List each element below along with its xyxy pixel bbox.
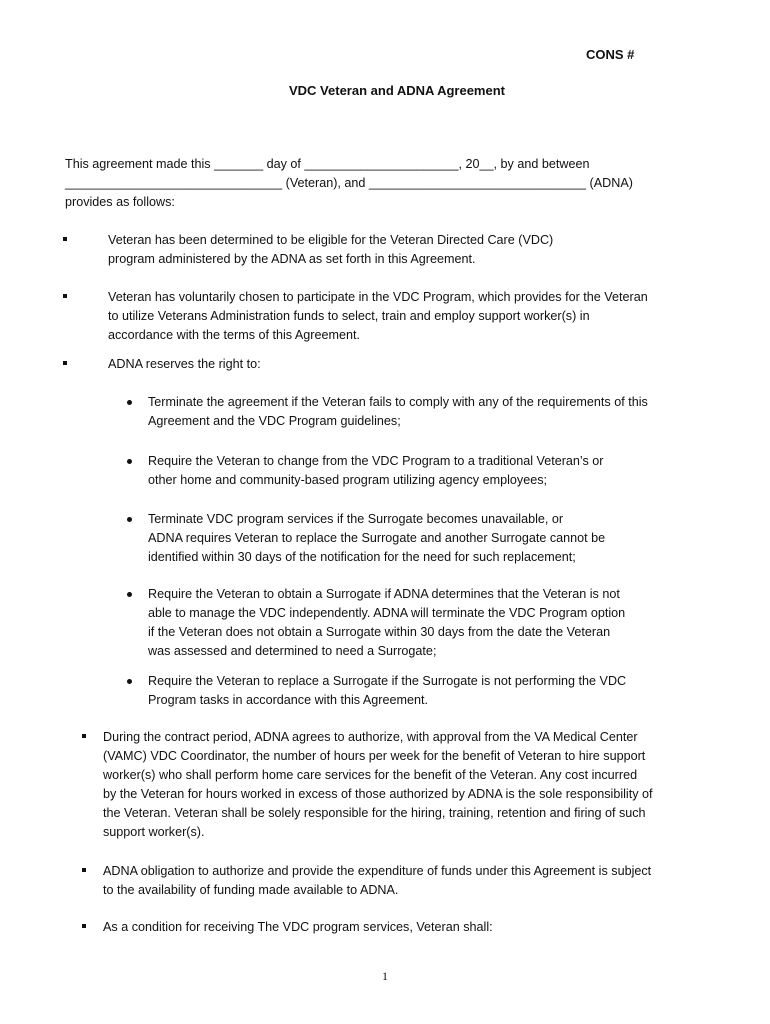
round-bullet bbox=[127, 517, 132, 522]
sub-list-item-line: Require the Veteran to obtain a Surrogate if ADNA determines that the Veteran is not bbox=[148, 587, 620, 601]
list-item-line: Veteran has been determined to be eligible for the Veteran Directed Care (VDC) bbox=[108, 233, 554, 247]
cons-number-label: CONS # bbox=[586, 47, 635, 62]
sub-list-item-line: ADNA requires Veteran to replace the Surrogate and another Surrogate cannot be bbox=[148, 531, 606, 545]
list-item-line: to utilize Veterans Administration funds to select, train and employ support worker(s) in bbox=[108, 309, 590, 323]
sub-list-item-line: Agreement and the VDC Program guidelines; bbox=[148, 414, 401, 428]
sub-list-item-line: Program tasks in accordance with this Agreement. bbox=[148, 693, 428, 707]
list-item-line: program administered by the ADNA as set forth in this Agreement. bbox=[108, 252, 476, 266]
sub-list-item-line: if the Veteran does not obtain a Surrogate within 30 days from the date the Veteran bbox=[148, 625, 611, 639]
sub-list-item-line: Terminate the agreement if the Veteran fails to comply with any of the requirements of this bbox=[148, 395, 648, 409]
page-number: 1 bbox=[382, 969, 388, 983]
list-item-line: During the contract period, ADNA agrees to authorize, with approval from the VA Medical Center bbox=[103, 730, 638, 744]
intro-paragraph bbox=[65, 155, 725, 212]
list-item-line: worker(s) who shall perform home care services for the benefit of the Veteran. Any cost incurred bbox=[103, 768, 638, 782]
sub-list-item bbox=[148, 585, 625, 661]
square-bullet bbox=[82, 734, 86, 738]
round-bullet bbox=[127, 400, 132, 405]
sub-list-item bbox=[148, 393, 648, 431]
list-item-line: (VAMC) VDC Coordinator, the number of hours per week for the benefit of Veteran to hire support bbox=[103, 749, 646, 763]
square-bullet bbox=[63, 237, 67, 241]
list-item bbox=[103, 862, 651, 900]
square-bullet bbox=[63, 294, 67, 298]
round-bullet bbox=[127, 679, 132, 684]
round-bullet bbox=[127, 459, 132, 464]
list-item-line: ADNA reserves the right to: bbox=[108, 357, 261, 371]
square-bullet bbox=[63, 361, 67, 365]
list-item-line: Veteran has voluntarily chosen to participate in the VDC Program, which provides for the Veteran bbox=[108, 290, 648, 304]
list-item-line: the Veteran. Veteran shall be solely responsible for the hiring, training, retention and firing of such bbox=[103, 806, 646, 820]
list-item bbox=[108, 288, 648, 345]
list-item bbox=[108, 355, 261, 374]
sub-list-item bbox=[148, 510, 605, 567]
sub-list-item-line: Terminate VDC program services if the Surrogate becomes unavailable, or bbox=[148, 512, 564, 526]
sub-list-item-line: identified within 30 days of the notification for the need for such replacement; bbox=[148, 550, 576, 564]
sub-list-item bbox=[148, 452, 604, 490]
intro-line: _______________________________ (Veteran), and _______________________________ (ADNA) bbox=[65, 176, 633, 190]
list-item bbox=[108, 231, 553, 269]
list-item bbox=[103, 918, 493, 937]
list-item-line: As a condition for receiving The VDC program services, Veteran shall: bbox=[103, 920, 493, 934]
sub-list-item-line: Require the Veteran to replace a Surrogate if the Surrogate is not performing the VDC bbox=[148, 674, 627, 688]
list-item-line: support worker(s). bbox=[103, 825, 205, 839]
square-bullet bbox=[82, 868, 86, 872]
intro-line: This agreement made this _______ day of ______________________, 20__, by and between bbox=[65, 157, 590, 171]
sub-list-item-line: Require the Veteran to change from the VDC Program to a traditional Veteran’s or bbox=[148, 454, 604, 468]
sub-list-item-line: was assessed and determined to need a Surrogate; bbox=[148, 644, 437, 658]
sub-list-item-line: able to manage the VDC independently. ADNA will terminate the VDC Program option bbox=[148, 606, 626, 620]
round-bullet bbox=[127, 592, 132, 597]
sub-list-item bbox=[148, 672, 626, 710]
list-item-line: accordance with the terms of this Agreement. bbox=[108, 328, 360, 342]
list-item-line: ADNA obligation to authorize and provide the expenditure of funds under this Agreement is subject bbox=[103, 864, 652, 878]
square-bullet bbox=[82, 924, 86, 928]
sub-list-item-line: other home and community-based program utilizing agency employees; bbox=[148, 473, 548, 487]
intro-line: provides as follows: bbox=[65, 195, 175, 209]
list-item-line: by the Veteran for hours worked in excess of those authorized by ADNA is the sole responsibility of bbox=[103, 787, 653, 801]
document-title: VDC Veteran and ADNA Agreement bbox=[289, 83, 505, 98]
list-item bbox=[103, 728, 653, 842]
list-item-line: to the availability of funding made available to ADNA. bbox=[103, 883, 399, 897]
